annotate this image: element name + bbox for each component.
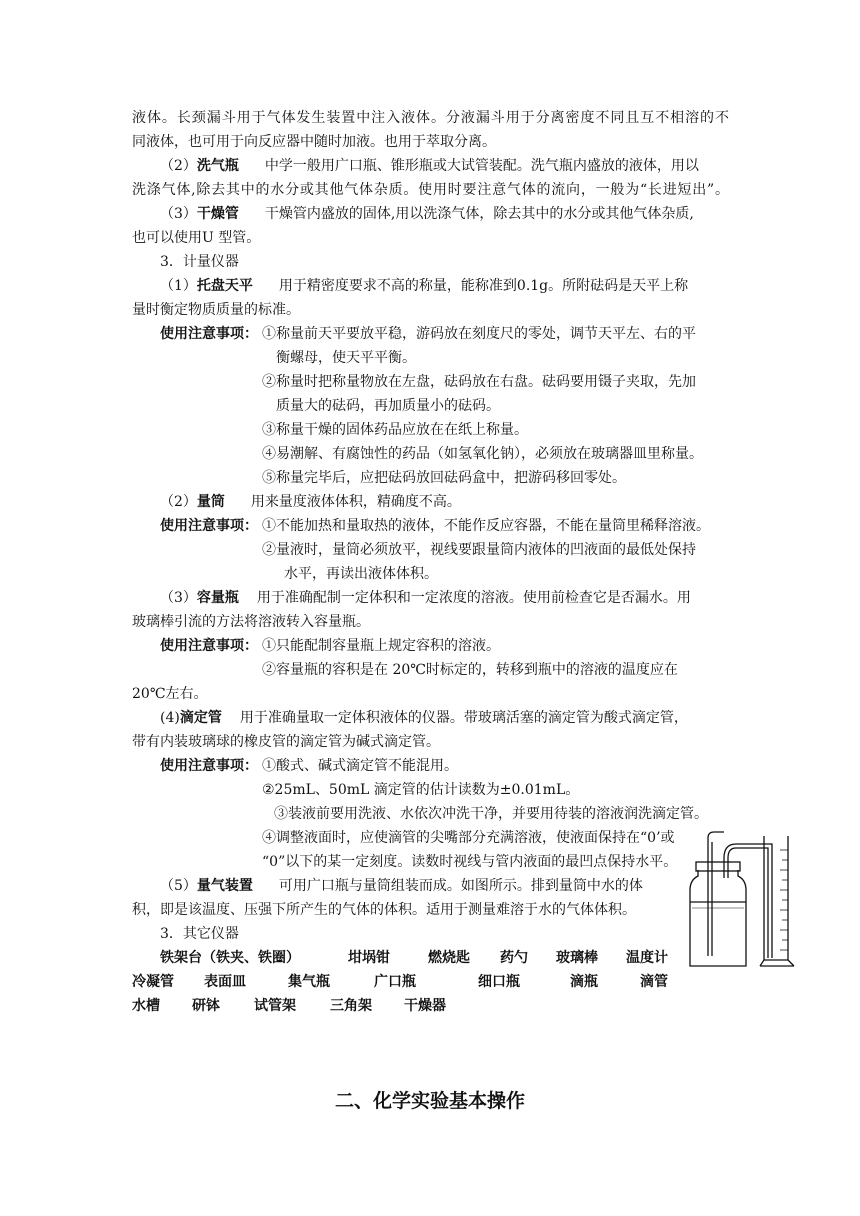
note-item: ②量液时，量筒必须放平，视线要跟量筒内液体的凹液面的最低处保持 <box>262 542 696 558</box>
description: 中学一般用广口瓶、锥形瓶或大试管装配。洗气瓶内盛放的液体，用以 <box>264 158 699 174</box>
item-number: （1） <box>160 278 197 294</box>
term-burette: 滴定管 <box>179 710 222 726</box>
description: 可用广口瓶与量筒组装而成。如图所示。排到量筒中水的体 <box>278 878 643 894</box>
description: 用于精密度要求不高的称量，能称准到0.1g。所附砝码是天平上称 <box>278 278 689 294</box>
text-line <box>160 708 688 728</box>
tool-name: 药勺 <box>500 950 528 966</box>
gas-measuring-apparatus-illustration <box>684 830 802 970</box>
note-continuation: 20℃左右。 <box>132 686 208 702</box>
note-item: ⑤称量完毕后，应把砝码放回砝码盒中，把游码移回零处。 <box>262 470 626 486</box>
item-number: （3） <box>160 206 197 222</box>
tool-name: 燃烧匙 <box>428 950 470 966</box>
notes-label: 使用注意事项： <box>160 326 258 342</box>
description: 用于准确配制一定体积和一定浓度的溶液。使用前检查它是否漏水。用 <box>256 590 691 606</box>
note-continuation: 质量大的砝码，再加质量小的砝码。 <box>276 398 500 414</box>
tool-name: 滴瓶 <box>570 974 598 990</box>
text-line: 带有内装玻璃球的橡皮管的滴定管为碱式滴定管。 <box>132 734 440 750</box>
description: 用于准确量取一定体积液体的仪器。带玻璃活塞的滴定管为酸式滴定管， <box>239 710 688 726</box>
text-line: 洗涤气体,除去其中的水分或其他气体杂质。使用时要注意气体的流向，一般为“长进短出”。 <box>132 182 729 198</box>
subsection-heading: 3．其它仪器 <box>160 926 239 942</box>
term-gas-washing-bottle: 洗气瓶 <box>196 158 239 174</box>
tool-name: 研钵 <box>192 998 220 1014</box>
tool-name: 铁架台（铁夹、铁圈） <box>160 950 300 966</box>
note-item: ②容量瓶的容积是在 20℃时标定的，转移到瓶中的溶液的温度应在 <box>262 662 678 678</box>
item-number: (4) <box>160 710 180 726</box>
tool-name: 温度计 <box>626 950 668 966</box>
text-line: 玻璃棒引流的方法将溶液转入容量瓶。 <box>132 614 370 630</box>
tool-name: 水槽 <box>132 998 160 1014</box>
note-continuation: 水平，再读出液体体积。 <box>284 566 438 582</box>
tool-name: 干燥器 <box>404 998 446 1014</box>
section-title: 二、化学实验基本操作 <box>334 1090 525 1112</box>
tool-name: 集气瓶 <box>288 974 330 990</box>
item-number: （2） <box>160 158 197 174</box>
tool-name: 三角架 <box>330 998 372 1014</box>
tool-name: 玻璃棒 <box>556 950 598 966</box>
text-line: 积，即是该温度、压强下所产生的气体的体积。适用于测量难溶于水的气体体积。 <box>132 902 636 918</box>
note-item: ①只能配制容量瓶上规定容积的溶液。 <box>262 638 500 654</box>
tool-name: 冷凝管 <box>132 974 174 990</box>
term-gas-measuring-device: 量气装置 <box>196 878 253 894</box>
tool-name: 广口瓶 <box>374 974 416 990</box>
term-drying-tube: 干燥管 <box>196 206 239 222</box>
text-line <box>160 492 461 512</box>
note-item: ②称量时把称量物放在左盘，砝码放在右盘。砝码要用镊子夹取，先加 <box>262 374 696 390</box>
description: 用来量度液体体积，精确度不高。 <box>250 494 461 510</box>
tool-name: 细口瓶 <box>478 974 520 990</box>
note-item: ②25mL、50mL 滴定管的估计读数为±0.01mL。 <box>262 782 580 798</box>
text-line: 同液体，也可用于向反应器中随时加液。也用于萃取分离。 <box>132 134 496 150</box>
note-item: ③称量干燥的固体药品应放在在纸上称量。 <box>262 422 528 438</box>
tool-name: 表面皿 <box>204 974 246 990</box>
tool-row <box>0 996 860 1016</box>
tool-name: 试管架 <box>254 998 296 1014</box>
notes-label: 使用注意事项： <box>160 758 258 774</box>
tool-name: 滴管 <box>640 974 668 990</box>
text-line <box>160 588 691 608</box>
text-line <box>160 276 688 296</box>
text-line <box>160 876 643 896</box>
text-line: 液体。长颈漏斗用于气体发生装置中注入液体。分液漏斗用于分离密度不同且互不相溶的不 <box>132 110 729 126</box>
note-continuation: “0”以下的某一定刻度。读数时视线与管内液面的最凹点保持水平。 <box>262 854 678 870</box>
notes-label: 使用注意事项： <box>160 518 258 534</box>
note-continuation: 衡螺母，使天平平衡。 <box>276 350 416 366</box>
text-line: 也可以使用U 型管。 <box>132 230 261 246</box>
text-line <box>160 156 699 176</box>
note-item: ①酸式、碱式滴定管不能混用。 <box>262 758 458 774</box>
note-item: ④易潮解、有腐蚀性的药品（如氢氧化钠），必须放在玻璃器皿里称量。 <box>262 446 703 462</box>
note-item: ①不能加热和量取热的液体，不能作反应容器，不能在量筒里稀释溶液。 <box>262 518 710 534</box>
text-line: 量时衡定物质质量的标准。 <box>132 302 300 318</box>
term-tray-balance: 托盘天平 <box>196 278 253 294</box>
tool-name: 坩埚钳 <box>348 950 390 966</box>
notes-label: 使用注意事项： <box>160 638 258 654</box>
term-graduated-cylinder: 量筒 <box>196 494 225 510</box>
term-volumetric-flask: 容量瓶 <box>196 590 239 606</box>
item-number: （3） <box>160 590 197 606</box>
note-item: ④调整液面时，应使滴管的尖嘴部分充满溶液，使液面保持在“0’或 <box>262 830 675 846</box>
note-item: ①称量前天平要放平稳，游码放在刻度尺的零处，调节天平左、右的平 <box>262 326 696 342</box>
text-line <box>160 204 694 224</box>
note-item: ③装液前要用洗液、水依次冲洗干净，并要用待装的溶液润洗滴定管。 <box>274 806 708 822</box>
description: 干燥管内盛放的固体,用以洗涤气体，除去其中的水分或其他气体杂质, <box>264 206 694 222</box>
item-number: （2） <box>160 494 197 510</box>
tool-row <box>0 972 860 992</box>
subsection-heading: 3．计量仪器 <box>160 254 239 270</box>
item-number: （5） <box>160 878 197 894</box>
